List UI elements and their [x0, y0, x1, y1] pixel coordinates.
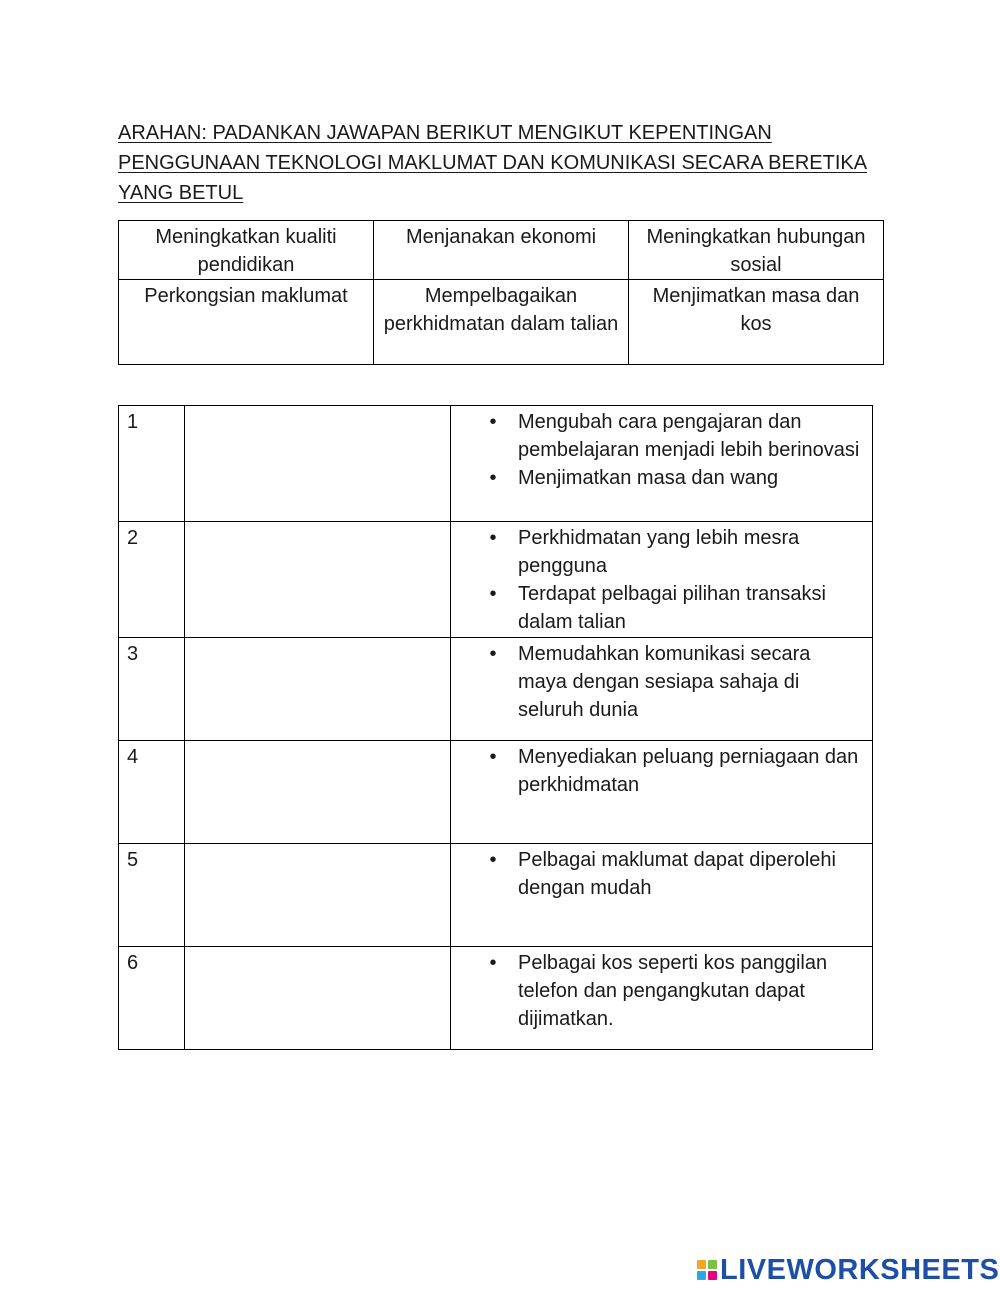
description-cell: [451, 522, 873, 638]
answer-bank-row: [119, 221, 884, 280]
bullet-icon: •: [489, 952, 497, 974]
description-cell: [451, 947, 873, 1050]
answer-option[interactable]: Perkongsian maklumat: [119, 280, 374, 365]
table-row: [119, 638, 873, 741]
logo-mark-icon: [697, 1260, 717, 1280]
bullet-icon: •: [489, 467, 497, 489]
answer-bank-table: [118, 220, 884, 365]
list-item: • Pelbagai maklumat dapat diperolehi dengan mudah: [487, 846, 864, 902]
answer-drop-zone[interactable]: [185, 406, 451, 522]
row-number: 1: [119, 406, 185, 522]
row-number: 3: [119, 638, 185, 741]
answer-option[interactable]: Menjimatkan masa dan kos: [629, 280, 884, 365]
table-row: [119, 947, 873, 1050]
description-cell: [451, 844, 873, 947]
table-row: [119, 406, 873, 522]
bullet-icon: •: [489, 411, 497, 433]
answer-drop-zone[interactable]: [185, 947, 451, 1050]
row-number: 4: [119, 741, 185, 844]
description-cell: [451, 638, 873, 741]
table-row: [119, 844, 873, 947]
answer-bank-row: [119, 280, 884, 365]
answer-drop-zone[interactable]: [185, 638, 451, 741]
table-row: [119, 741, 873, 844]
logo-text: LIVEWORKSHEETS: [720, 1253, 1000, 1286]
table-row: [119, 522, 873, 638]
row-number: 6: [119, 947, 185, 1050]
bullet-icon: •: [489, 583, 497, 605]
list-item: • Perkhidmatan yang lebih mesra pengguna: [487, 524, 864, 580]
answer-drop-zone[interactable]: [185, 741, 451, 844]
answer-option[interactable]: Meningkatkan hubungan sosial: [629, 221, 884, 280]
bullet-icon: •: [489, 849, 497, 871]
row-number: 2: [119, 522, 185, 638]
liveworksheets-logo[interactable]: [697, 1255, 999, 1285]
answer-option[interactable]: Menjanakan ekonomi: [374, 221, 629, 280]
list-item: • Menyediakan peluang perniagaan dan perkhidmatan: [487, 743, 864, 799]
bullet-icon: •: [489, 746, 497, 768]
description-cell: [451, 741, 873, 844]
description-cell: [451, 406, 873, 522]
list-item: • Memudahkan komunikasi secara maya dengan sesiapa sahaja di seluruh dunia: [487, 640, 864, 724]
answer-option[interactable]: Mempelbagaikan perkhidmatan dalam talian: [374, 280, 629, 365]
list-item: • Mengubah cara pengajaran dan pembelajaran menjadi lebih berinovasi: [487, 408, 864, 464]
list-item: • Pelbagai kos seperti kos panggilan telefon dan pengangkutan dapat dijimatkan.: [487, 949, 864, 1033]
bullet-icon: •: [489, 527, 497, 549]
matching-table: [118, 405, 873, 1050]
answer-drop-zone[interactable]: [185, 844, 451, 947]
answer-option[interactable]: Meningkatkan kualiti pendidikan: [119, 221, 374, 280]
answer-drop-zone[interactable]: [185, 522, 451, 638]
list-item: • Terdapat pelbagai pilihan transaksi dalam talian: [487, 580, 864, 636]
list-item: • Menjimatkan masa dan wang: [487, 464, 864, 492]
instructions-heading: ARAHAN: PADANKAN JAWAPAN BERIKUT MENGIKUT KEPENTINGAN PENGGUNAAN TEKNOLOGI MAKLUMAT DAN KOMUNIKASI SECARA BERETIKA YANG BETUL: [118, 122, 868, 204]
row-number: 5: [119, 844, 185, 947]
bullet-icon: •: [489, 643, 497, 665]
